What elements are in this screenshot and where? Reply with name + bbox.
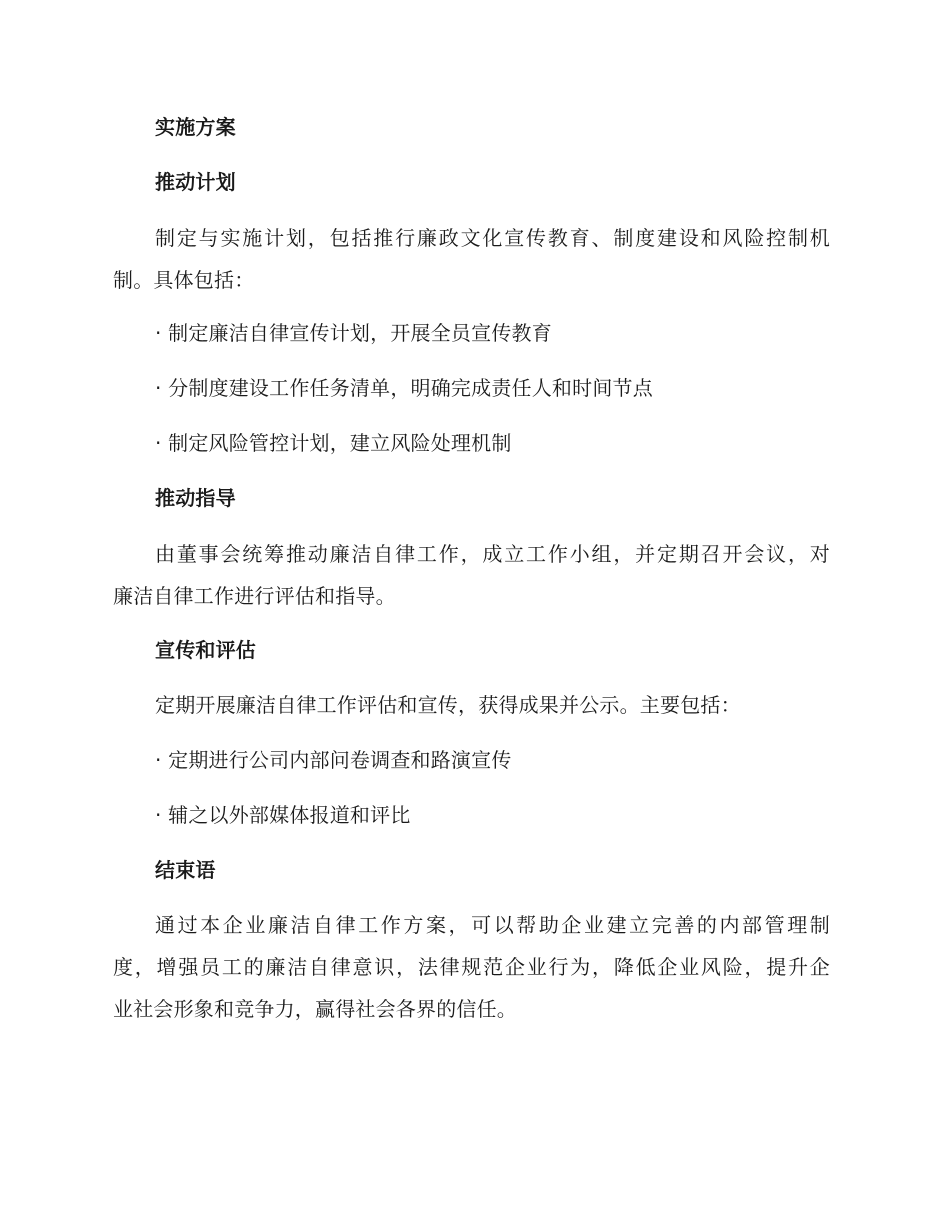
paragraph-line: 通过本企业廉洁自律工作方案，可以帮助企业建立完善的内部管理制 [155, 913, 830, 937]
bullet-item: · 分制度建设工作任务清单，明确完成责任人和时间节点 [155, 376, 653, 400]
heading-conclusion: 结束语 [155, 858, 216, 882]
bullet-item: · 定期进行公司内部问卷调查和路演宣传 [155, 748, 512, 772]
bullet-item: · 制定廉洁自律宣传计划，开展全员宣传教育 [155, 321, 552, 345]
paragraph-line: 制。具体包括： [113, 268, 255, 292]
paragraph-line: 廉洁自律工作进行评估和指导。 [113, 584, 396, 608]
section-title: 实施方案 [155, 115, 236, 139]
heading-promotion-plan: 推动计划 [155, 170, 236, 194]
bullet-item: · 辅之以外部媒体报道和评比 [155, 803, 411, 827]
bullet-item: · 制定风险管控计划，建立风险处理机制 [155, 431, 512, 455]
heading-publicity-evaluation: 宣传和评估 [155, 638, 256, 662]
paragraph-line: 定期开展廉洁自律工作评估和宣传，获得成果并公示。主要包括： [155, 693, 741, 717]
paragraph-line: 度，增强员工的廉洁自律意识，法律规范企业行为，降低企业风险，提升企 [113, 955, 830, 979]
paragraph-line: 由董事会统筹推动廉洁自律工作，成立工作小组，并定期召开会议，对 [155, 542, 830, 566]
heading-promotion-guidance: 推动指导 [155, 486, 236, 510]
paragraph-line: 业社会形象和竞争力，赢得社会各界的信任。 [113, 997, 517, 1021]
paragraph-line: 制定与实施计划，包括推行廉政文化宣传教育、制度建设和风险控制机 [155, 226, 830, 250]
